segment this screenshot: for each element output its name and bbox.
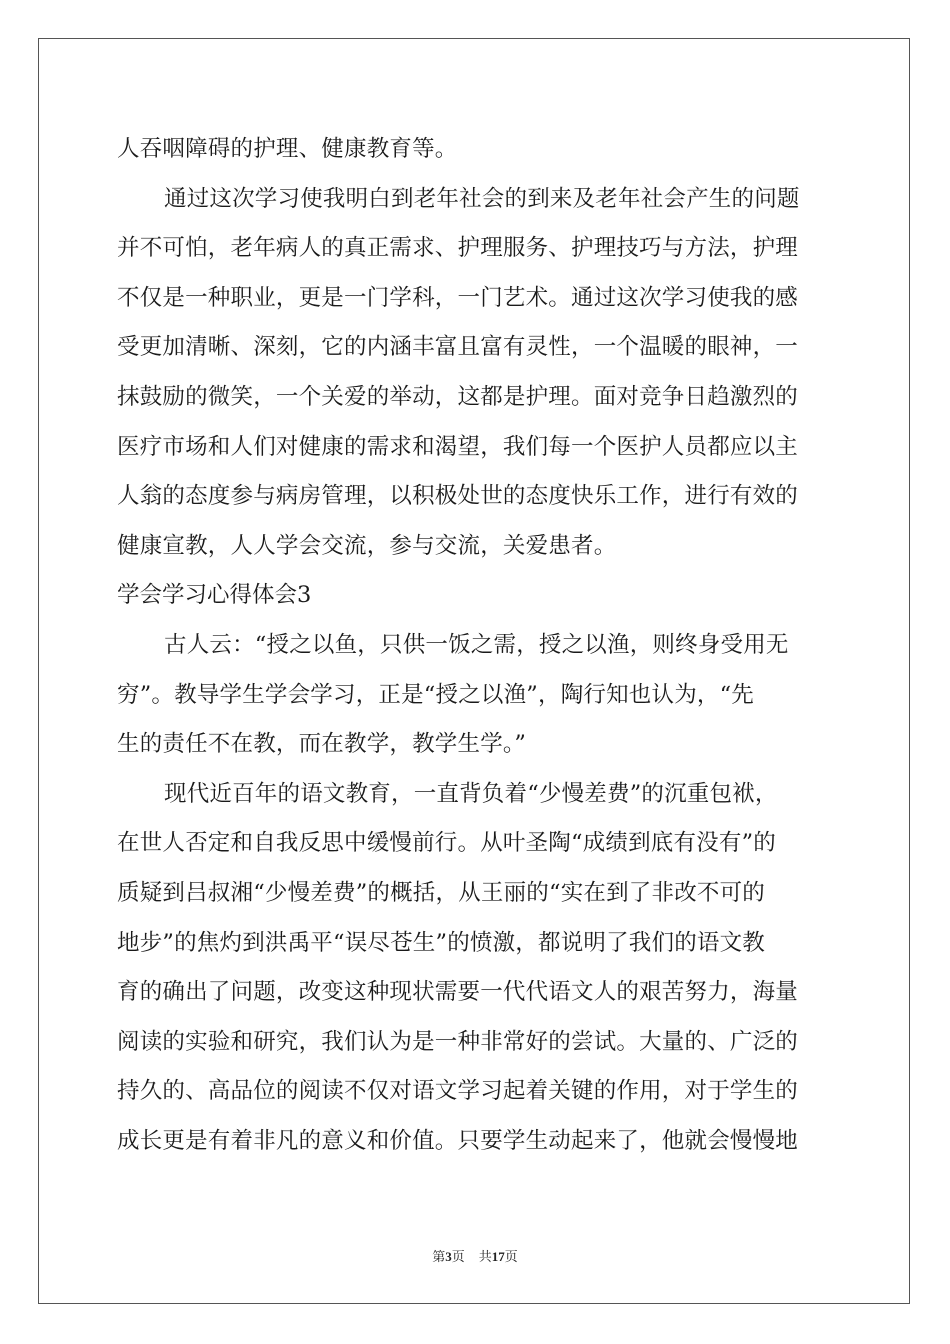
- text-line: 地步”的焦灼到洪禹平“误尽苍生”的愤激，都说明了我们的语文教: [117, 929, 766, 956]
- total-pages-indicator: [479, 1250, 518, 1265]
- text-line: 人吞咽障碍的护理、健康教育等。: [117, 136, 458, 162]
- text-line: 不仅是一种职业，更是一门学科，一门艺术。通过这次学习使我的感: [117, 284, 799, 311]
- text-line: 人翁的态度参与病房管理，以积极处世的态度快乐工作，进行有效的: [117, 483, 799, 510]
- total-pages: 17: [491, 1249, 505, 1264]
- text-line: 生的责任不在教，而在教学，教学生学。”: [117, 731, 527, 758]
- text-line: 育的确出了问题，改变这种现状需要一代代语文人的艰苦努力，海量: [117, 979, 799, 1006]
- document-body: [117, 125, 833, 1166]
- page-prefix: 第: [432, 1250, 446, 1265]
- total-suffix: 页: [504, 1250, 518, 1265]
- text-line: 医疗市场和人们对健康的需求和渴望，我们每一个医护人员都应以主: [117, 433, 799, 460]
- page-indicator: [432, 1250, 465, 1265]
- text-line: 成长更是有着非凡的意义和价值。只要学生动起来了，他就会慢慢地: [117, 1127, 799, 1154]
- text-line: 在世人否定和自我反思中缓慢前行。从叶圣陶“成绩到底有没有”的: [117, 830, 777, 857]
- text-line: 阅读的实验和研究，我们认为是一种非常好的尝试。大量的、广泛的: [117, 1028, 799, 1055]
- page-suffix: 页: [451, 1250, 465, 1265]
- text-line: 抹鼓励的微笑，一个关爱的举动，这都是护理。面对竞争日趋激烈的: [117, 383, 799, 410]
- total-prefix: 共: [478, 1250, 492, 1265]
- page-number: 3: [445, 1249, 452, 1264]
- text-line: 现代近百年的语文教育，一直背负着“少慢差费”的沉重包袱，: [164, 780, 778, 807]
- page-footer: [0, 1246, 950, 1265]
- text-line: 并不可怕，老年病人的真正需求、护理服务、护理技巧与方法，护理: [117, 235, 799, 262]
- text-line: 质疑到吕叔湘“少慢差费”的概括，从王丽的“实在到了非改不可的: [117, 879, 766, 906]
- text-line: 健康宣教，人人学会交流，参与交流，关爱患者。: [117, 532, 617, 559]
- text-line: 持久的、高品位的阅读不仅对语文学习起着关键的作用，对于学生的: [117, 1078, 799, 1105]
- text-line: 古人云：“授之以鱼，只供一饭之需，授之以渔，则终身受用无: [164, 631, 789, 658]
- text-line: 通过这次学习使我明白到老年社会的到来及老年社会产生的问题: [164, 185, 800, 212]
- text-line: 受更加清晰、深刻，它的内涵丰富且富有灵性，一个温暖的眼神，一: [117, 334, 799, 361]
- text-line: 穷”。教导学生学会学习，正是“授之以渔”，陶行知也认为，“先: [117, 681, 755, 708]
- section-heading: 学会学习心得体会3: [117, 582, 312, 609]
